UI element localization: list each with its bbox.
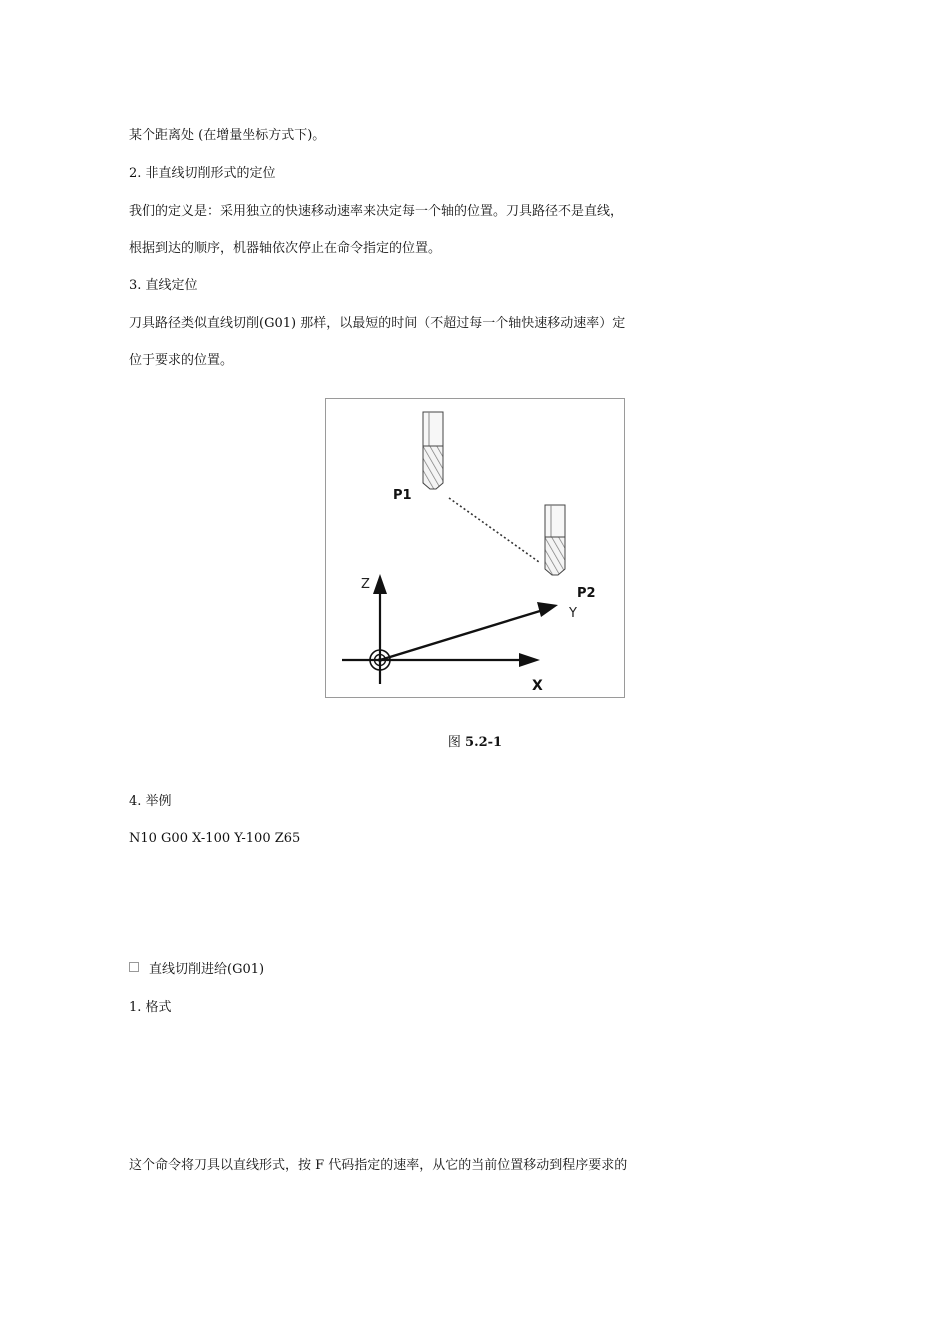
text-line: 我们的定义是：采用独立的快速移动速率来决定每一个轴的位置。刀具路径不是直线，	[129, 204, 624, 219]
text-line: 位于要求的位置。	[129, 353, 234, 368]
section-heading: 2. 非直线切削形式的定位	[129, 166, 276, 181]
y-axis	[380, 602, 558, 660]
axis-label-x: X	[532, 678, 543, 694]
end-mill-tool-p1	[423, 412, 443, 489]
section-heading: 1. 格式	[129, 1000, 172, 1015]
section-heading: 4. 举例	[129, 794, 172, 809]
rapid-path-dashed	[449, 498, 539, 562]
point-label-p1: P1	[393, 488, 412, 503]
end-mill-tool-p2	[545, 505, 565, 575]
caption-number: 5.2-1	[465, 735, 503, 750]
axis-label-y: Y	[569, 606, 577, 621]
point-label-p2: P2	[577, 586, 596, 601]
tool-path-diagram	[326, 399, 624, 697]
bullet-box-icon	[129, 962, 139, 972]
figure-caption	[0, 734, 950, 752]
bullet-heading-text: 直线切削进给(G01)	[149, 962, 265, 977]
section-heading: 3. 直线定位	[129, 278, 198, 293]
tool-path-figure	[325, 398, 625, 698]
z-axis	[373, 574, 387, 684]
text-line: 刀具路径类似直线切削(G01) 那样，以最短的时间（不超过每一个轴快速移动速率）定	[129, 316, 626, 331]
text-line: 某个距离处 (在增量坐标方式下)。	[129, 128, 326, 143]
code-example: N10 G00 X-100 Y-100 Z65	[129, 831, 301, 846]
text-line: 这个命令将刀具以直线形式，按 F 代码指定的速率，从它的当前位置移动到程序要求的	[129, 1158, 628, 1173]
text-line: 根据到达的顺序，机器轴依次停止在命令指定的位置。	[129, 241, 442, 256]
caption-prefix: 图	[447, 735, 466, 750]
axis-label-z: Z	[361, 577, 370, 592]
bullet-heading	[129, 961, 264, 979]
